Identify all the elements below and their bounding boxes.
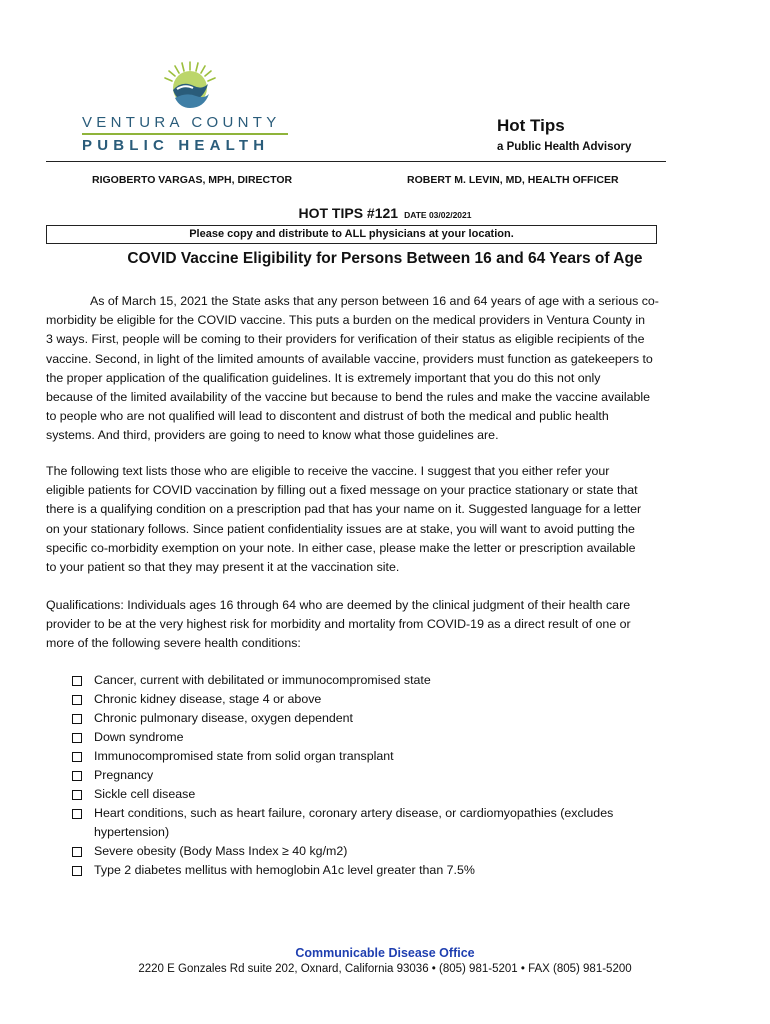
checkbox-icon: [72, 771, 82, 781]
paragraph-line: vaccine. Second, in light of the limited amounts of available vaccine, providers must function as gatekeepers to: [46, 351, 653, 366]
paragraph-qualifications: [46, 596, 730, 654]
condition-item: [70, 766, 710, 785]
condition-item: [70, 785, 710, 804]
paragraph-line: specific co-morbidity exemption on your note. In either case, please make the letter or prescription available: [46, 540, 636, 555]
paragraph-line: As of March 15, 2021 the State asks that any person between 16 and 64 years of age with a serious co-: [90, 294, 659, 308]
distribute-notice: Please copy and distribute to ALL physicians at your location.: [46, 225, 657, 244]
condition-item: [70, 861, 710, 880]
paragraph-line: more of the following severe health conditions:: [46, 636, 301, 651]
footer-office: Communicable Disease Office: [295, 946, 475, 960]
checkbox-icon: [72, 866, 82, 876]
paragraph-line: the proper application of the qualification guidelines. It is extremely important that you do this not only: [46, 370, 601, 385]
logo-public-health-text: PUBLIC HEALTH: [82, 137, 270, 154]
checkbox-icon: [72, 714, 82, 724]
conditions-list: [70, 671, 710, 880]
header-divider: [46, 161, 666, 162]
checkbox-icon: [72, 733, 82, 743]
condition-item: [70, 690, 710, 709]
checkbox-icon: [72, 752, 82, 762]
paragraph-line: eligible patients for COVID vaccination by filling out a fixed message on your practice stationary or state that: [46, 483, 638, 498]
document-title: COVID Vaccine Eligibility for Persons Between 16 and 64 Years of Age: [127, 250, 643, 267]
county-logo-icon: [160, 58, 220, 118]
logo-divider: [82, 133, 288, 135]
paragraph-line: systems. And third, providers are going to need to know what those guidelines are.: [46, 428, 499, 443]
paragraph-line: morbidity be eligible for the COVID vaccine. This puts a burden on the medical providers in Ventura County in: [46, 313, 645, 328]
footer-address: 2220 E Gonzales Rd suite 202, Oxnard, California 93036 • (805) 981-5201 • FAX (805) 981-5200: [138, 963, 632, 975]
checkbox-icon: [72, 809, 82, 819]
condition-label: Pregnancy: [94, 768, 154, 782]
paragraph-line: to your patient so that they may present it at the vaccination site.: [46, 560, 400, 575]
checkbox-icon: [72, 676, 82, 686]
condition-item: [70, 747, 710, 766]
checkbox-icon: [72, 695, 82, 705]
condition-label: Chronic pulmonary disease, oxygen dependent: [94, 711, 353, 725]
paragraph-line: because of the limited availability of the vaccine but because to bend the rules and make the vaccine available: [46, 390, 651, 405]
condition-item: [70, 728, 710, 747]
condition-label: Down syndrome: [94, 730, 184, 744]
condition-label: Cancer, current with debilitated or immunocompromised state: [94, 673, 431, 687]
paragraph-eligibility: [46, 462, 730, 577]
condition-item-continuation: [70, 823, 710, 842]
condition-item: [70, 671, 710, 690]
condition-label: Chronic kidney disease, stage 4 or above: [94, 692, 322, 706]
logo-ventura-county-text: VENTURA COUNTY: [82, 114, 281, 131]
paragraph-line: to people who are not qualified will lead to discontent and distrust of both the medical and public health: [46, 409, 609, 424]
checkbox-icon: [72, 790, 82, 800]
condition-label: Immunocompromised state from solid organ transplant: [94, 749, 394, 763]
condition-label: hypertension): [94, 825, 170, 839]
condition-label: Type 2 diabetes mellitus with hemoglobin A1c level greater than 7.5%: [94, 863, 475, 877]
condition-item: [70, 804, 710, 823]
issue-line: [0, 205, 770, 223]
paragraph-line: provider to be at the very highest risk for morbidity and mortality from COVID-19 as a direct result of one or: [46, 617, 631, 632]
condition-label: Severe obesity (Body Mass Index ≥ 40 kg/m2): [94, 844, 348, 858]
paragraph-line: there is a qualifying condition on a prescription pad that has your name on it. Suggested language for a letter: [46, 502, 642, 517]
health-officer-name: ROBERT M. LEVIN, MD, HEALTH OFFICER: [407, 174, 619, 186]
issue-number: HOT TIPS #121: [298, 205, 399, 221]
hot-tips-subtitle: a Public Health Advisory: [497, 141, 632, 153]
paragraph-line: Qualifications: Individuals ages 16 through 64 who are deemed by the clinical judgment of their health care: [46, 598, 631, 612]
condition-item: [70, 709, 710, 728]
paragraph-intro: [46, 292, 730, 446]
director-name: RIGOBERTO VARGAS, MPH, DIRECTOR: [92, 174, 293, 186]
checkbox-icon: [72, 847, 82, 857]
condition-item: [70, 842, 710, 861]
condition-label: Heart conditions, such as heart failure, coronary artery disease, or cardiomyopathies (excludes: [94, 806, 614, 820]
paragraph-line: 3 ways. First, people will be coming to their providers for verification of their status as eligible recipients of the: [46, 332, 645, 347]
hot-tips-heading: Hot Tips: [497, 116, 565, 135]
paragraph-line: The following text lists those who are eligible to receive the vaccine. I suggest that you either refer your: [46, 464, 610, 478]
paragraph-line: on your stationary follows. Since patient confidentiality issues are at stake, you will want to avoid putting the: [46, 521, 635, 536]
issue-date: DATE 03/02/2021: [404, 210, 472, 220]
condition-label: Sickle cell disease: [94, 787, 196, 801]
